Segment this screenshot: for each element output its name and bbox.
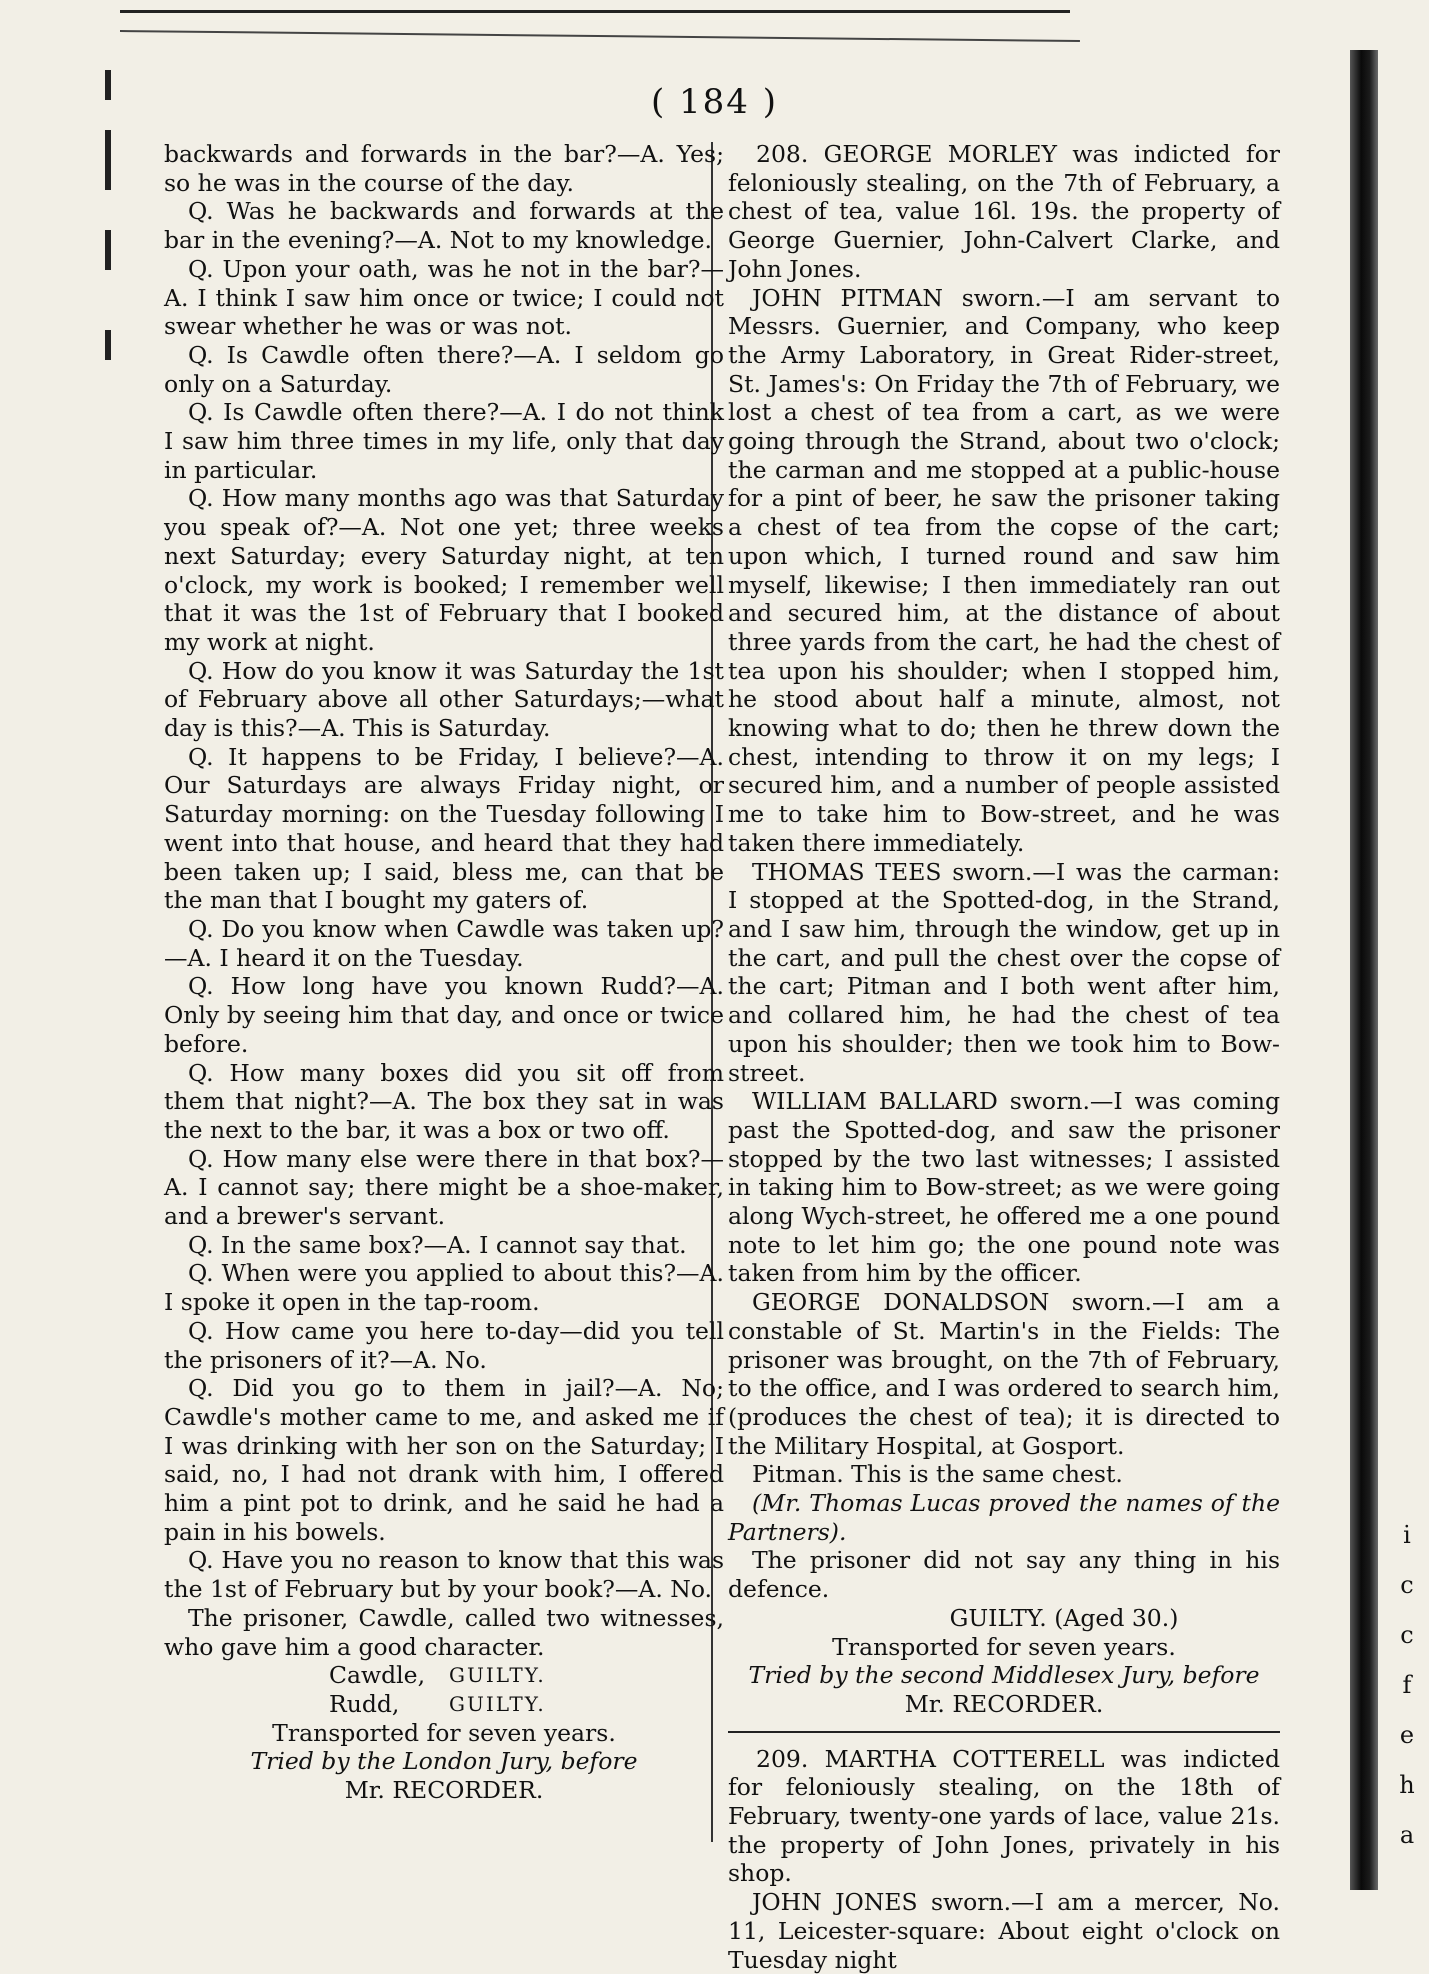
sentence: Transported for seven years. bbox=[272, 1718, 616, 1747]
paragraph: Q. How many else were there in that box?—A. I cannot say; there might be a shoe-maker, and a brewer's servant. bbox=[164, 1144, 724, 1231]
page-edge-shadow bbox=[1350, 50, 1378, 1890]
paragraph: The prisoner did not say any thing in his defence. bbox=[728, 1546, 1280, 1604]
margin-letter: h bbox=[1399, 1771, 1415, 1799]
paragraph: THOMAS TEES sworn.—I was the carman: I stopped at the Spotted-dog, in the Strand, and I saw him, through the window, get up in the cart, and pull the chest over the copse of the cart; Pitman and I both went after him, and collared him, he had the chest of tea upon his shoulder; then we took him to Bow-street. bbox=[728, 857, 1280, 1087]
paragraph: Q. How long have you known Rudd?—A. Only by seeing him that day, and once or twice before. bbox=[164, 972, 724, 1058]
paragraph: Q. Was he backwards and forwards at the bar in the evening?—A. Not to my knowledge. bbox=[164, 197, 724, 255]
paragraph: JOHN PITMAN sworn.—I am servant to Messrs. Guernier, and Company, who keep the Army Laboratory, in Great Rider-street, St. James's: On Friday the 7th of February, we lost a chest of tea from a cart, as we were going through the Strand, about two o'clock; the carman and me stopped at a public-house for a pint of beer, he saw the prisoner taking a chest of tea from the copse of the cart; upon which, I turned round and saw him myself, likewise; I then immediately ran out and secured him, at the distance of about three yards from the cart, he had the chest of tea upon his shoulder; when I stopped him, he stood about half a minute, almost, not knowing what to do; then he threw down the chest, intending to throw it on my legs; I secured him, and a number of people assisted me to take him to Bow-street, and he was taken there immediately. bbox=[728, 283, 1280, 857]
margin-letter: e bbox=[1399, 1721, 1415, 1749]
margin-letter: i bbox=[1403, 1521, 1411, 1549]
paragraph: backwards and forwards in the bar?—A. Yes; so he was in the course of the day. bbox=[164, 140, 724, 197]
paragraph: Q. When were you applied to about this?—A. I spoke it open in the tap-room. bbox=[164, 1259, 724, 1317]
case-heading: 209. MARTHA COTTERELL was indicted for feloniously stealing, on the 18th of February, twenty-one yards of lace, value 21s. the property of John Jones, privately in his shop. bbox=[728, 1744, 1280, 1888]
paragraph: The prisoner, Cawdle, called two witnesses, who gave him a good character. bbox=[164, 1603, 724, 1661]
margin-letter: c bbox=[1400, 1621, 1414, 1649]
case-separator bbox=[728, 1731, 1280, 1733]
margin-letters bbox=[1392, 1510, 1422, 1860]
paragraph: Q. Have you no reason to know that this was the 1st of February but by your book?—A. No. bbox=[164, 1546, 724, 1604]
tried-by: Tried by the London Jury, before bbox=[250, 1747, 638, 1776]
paragraph: Q. How many months ago was that Saturday you speak of?—A. Not one yet; three weeks next Saturday; every Saturday night, at ten o'clock, my work is booked; I remember well that it was the 1st of February that I booked my work at night. bbox=[164, 484, 724, 656]
verdict: GUILTY. bbox=[449, 1663, 546, 1688]
paragraph: JOHN JONES sworn.—I am a mercer, No. 11, Leicester-square: About eight o'clock on Tuesday night bbox=[728, 1888, 1280, 1974]
right-column bbox=[728, 140, 1280, 1974]
tried-by: Tried by the second Middlesex Jury, before bbox=[748, 1661, 1260, 1690]
case-heading: 208. GEORGE MORLEY was indicted for feloniously stealing, on the 7th of February, a chest of tea, value 16l. 19s. the property of George Guernier, John-Calvert Clarke, and John Jones. bbox=[728, 140, 1280, 283]
paragraph: Q. In the same box?—A. I cannot say that. bbox=[188, 1230, 687, 1259]
page-number: ( 184 ) bbox=[650, 82, 779, 122]
margin-letter: c bbox=[1400, 1571, 1414, 1599]
paragraph: Q. Is Cawdle often there?—A. I do not think I saw him three times in my life, only that day in particular. bbox=[164, 398, 724, 484]
recorder: Mr. RECORDER. bbox=[344, 1776, 544, 1805]
margin-letter: f bbox=[1402, 1671, 1412, 1699]
top-rule bbox=[120, 10, 1070, 13]
verdict: GUILTY. (Aged 30.) bbox=[949, 1603, 1179, 1632]
left-column bbox=[164, 140, 724, 1805]
defendant-name: Rudd, bbox=[329, 1689, 400, 1718]
paragraph: WILLIAM BALLARD sworn.—I was coming past the Spotted-dog, and saw the prisoner stopped by the two last witnesses; I assisted in taking him to Bow-street; as we were going along Wych-street, he offered me a one pound note to let him go; the one pound note was taken from him by the officer. bbox=[728, 1087, 1280, 1288]
paragraph: GEORGE DONALDSON sworn.—I am a constable of St. Martin's in the Fields: The prisoner was brought, on the 7th of February, to the office, and I was ordered to search him, (produces the chest of tea); it is directed to the Military Hospital, at Gosport. bbox=[728, 1288, 1280, 1460]
margin-letter: a bbox=[1399, 1821, 1415, 1849]
paragraph: Q. It happens to be Friday, I believe?—A. Our Saturdays are always Friday night, or Saturday morning: on the Tuesday following I went into that house, and heard that they had been taken up; I said, bless me, can that be the man that I bought my gaters of. bbox=[164, 742, 724, 915]
top-rule-secondary bbox=[120, 30, 1080, 42]
paragraph: Q. Do you know when Cawdle was taken up?—A. I heard it on the Tuesday. bbox=[164, 914, 724, 972]
paragraph: Q. Did you go to them in jail?—A. No; Cawdle's mother came to me, and asked me if I was drinking with her son on the Saturday; I said, no, I had not drank with him, I offered him a pint pot to drink, and he said he had a pain in his bowels. bbox=[164, 1374, 724, 1546]
paragraph: Pitman. This is the same chest. bbox=[752, 1460, 1123, 1489]
verdict-line bbox=[164, 1661, 724, 1690]
recorder: Mr. RECORDER. bbox=[904, 1689, 1104, 1718]
paragraph: Q. How many boxes did you sit off from them that night?—A. The box they sat in was the next to the bar, it was a box or two off. bbox=[164, 1058, 724, 1144]
binding-marks bbox=[105, 70, 119, 1870]
sentence: Transported for seven years. bbox=[832, 1632, 1176, 1661]
paragraph: Q. How do you know it was Saturday the 1st of February above all other Saturdays;—what day is this?—A. This is Saturday. bbox=[164, 656, 724, 743]
paragraph: Q. Upon your oath, was he not in the bar?—A. I think I saw him once or twice; I could not swear whether he was or was not. bbox=[164, 254, 724, 341]
verdict-line bbox=[164, 1690, 724, 1719]
paragraph: Q. Is Cawdle often there?—A. I seldom go only on a Saturday. bbox=[164, 340, 724, 398]
verdict: GUILTY. bbox=[449, 1691, 546, 1716]
paragraph: (Mr. Thomas Lucas proved the names of the Partners). bbox=[728, 1489, 1280, 1546]
defendant-name: Cawdle, bbox=[329, 1661, 426, 1690]
paragraph: Q. How came you here to-day—did you tell the prisoners of it?—A. No. bbox=[164, 1316, 724, 1374]
